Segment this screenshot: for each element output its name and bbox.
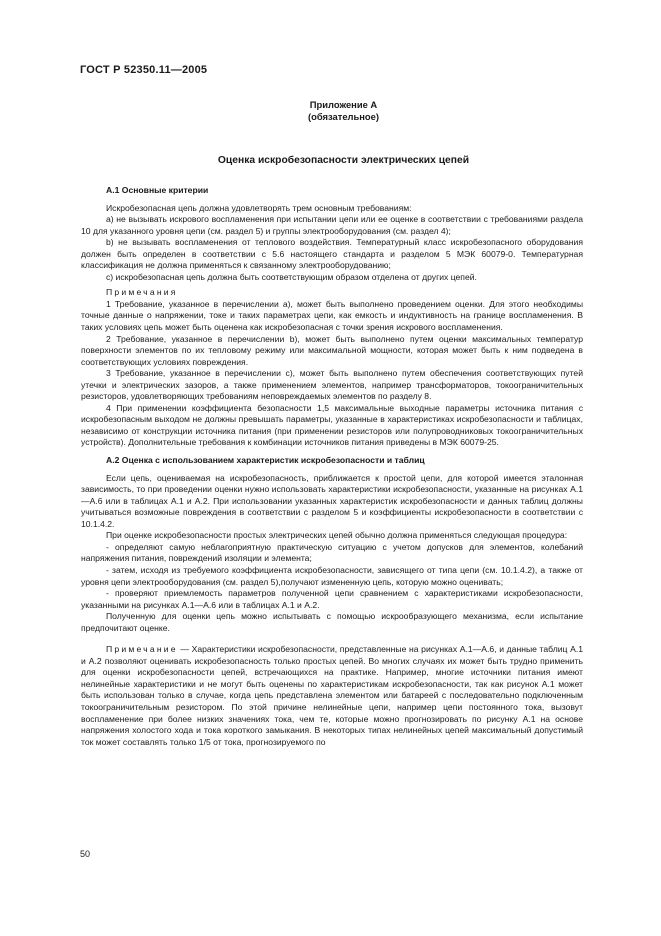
notes-label: Примечания: [106, 287, 178, 298]
note: 2 Требование, указанное в перечислении b), может быть выполнено путем оценки максимальных температур поверхности элементов по их тепловому режиму или максимальной мощности, которая может быть к ним подведена в соответствующих условиях повреждения.: [81, 333, 583, 367]
paragraph: Полученную для оценки цепь можно испытывать с помощью искрообразующего механизма, если испытание предпочитают оценке.: [81, 611, 583, 633]
list-item: а) не вызывать искрового воспламенения при испытании цепи или ее оценке в соответствии с требованиями раздела 10 для указанного уровня цепи (см. раздел 5) и группы электрооборудования (см. раздел 4);: [81, 214, 583, 236]
paragraph: Если цепь, оцениваемая на искробезопасность, приближается к простой цепи, для которой имеется эталонная зависимость, то при проведении оценки нужно использовать характеристики искробезопасности, указанные на рисунках А.1—А.6 или в таблицах А.1 и А.2. При использовании указанных характеристик искробезопасности и данных таблиц должны учитываться возможные повреждения в соответствии с разделом 5 и коэффициенты искробезопасности в соответствии с 10.1.4.2.: [81, 472, 583, 529]
page-number: 50: [80, 849, 91, 859]
annex-status: (обязательное): [308, 111, 379, 122]
list-item: с) искробезопасная цепь должна быть соответствующим образом отделена от других цепей.: [106, 271, 477, 282]
list-item: - определяют самую неблагоприятную практическую ситуацию с учетом допусков для элементов, колебаний напряжения питания, повреждений изоляции и элемента;: [81, 541, 583, 564]
note: [81, 644, 583, 748]
paragraph: При оценке искробезопасности простых электрических цепей обычно должна применяться следующая процедура:: [106, 530, 568, 541]
section-a1-heading: А.1 Основные критерии: [106, 185, 209, 195]
list-item: - затем, исходя из требуемого коэффициента искробезопасности, зависящего от типа цепи (см. 10.1.4.2), а также от уровня цепи электрооборудования (см. раздел 5),получают измененную цепь, которую можно оценивать;: [81, 564, 583, 587]
note: 1 Требование, указанное в перечислении а), может быть выполнено проведением оценки. Для этого необходимы точные данные о напряжении, токе и таких параметрах цепи, как емкость и индуктивность на границе воспламенения. В таких условиях цепь может быть оценена как искробезопасная с точки зрения искрового воспламенения.: [81, 298, 583, 333]
note: 3 Требование, указанное в перечислении с), может быть выполнено путем обеспечения соответствующих путей утечки и электрических зазоров, а также применением элементов, например трансформаторов, токоограничительных резисторов, удовлетворяющих требованиям неповреждаемых элементов по разделу 8.: [81, 368, 583, 402]
note-label: Примечание: [106, 644, 178, 655]
document-header: ГОСТ Р 52350.11—2005: [80, 64, 208, 76]
annex-title: Приложение А: [309, 99, 378, 110]
list-item: b) не вызывать воспламенения от теплового воздействия. Температурный класс искробезопасного оборудования должен быть определен в соответствии с 5.6 настоящего стандарта и разделом 5 МЭК 60079-0. Температурная классификация не должна применяться к связанному электрооборудованию;: [81, 237, 583, 271]
list-item: - проверяют приемлемость параметров полученной цепи сравнением с характеристиками искробезопасности, указанными на рисунках А.1—А.6 или в таблицах А.1 и А.2.: [81, 588, 583, 610]
paragraph: Искробезопасная цепь должна удовлетворять трем основным требованиям:: [106, 202, 412, 213]
document-body: [81, 185, 583, 748]
note: 4 При применении коэффициента безопасности 1,5 максимальные выходные параметры источника питания с искробезопасным выходом не должны превышать параметры, указанные в характеристиках искробезопасности и таблицах, независимо от конструкции источника питания (при применении резисторов или полупроводниковых токоограничительных устройств). Дополнительные требования к комбинации источников питания приведены в МЭК 60079-25.: [81, 402, 583, 448]
note-text: — Характеристики искробезопасности, представленные на рисунках А.1—А.6, и данные таблиц А.1 и А.2 позволяют оценивать искробезопасность только простых цепей. Во многих случаях их может быть трудно применить для оценки искробезопасности цепей, встречающихся на практике. Например, многие источники питания имеют нелинейные характеристики и не могут быть оценены по характеристикам искробезопасности, так как рисунок А.1 может быть использован только в случае, когда цепь представлена элементом или батареей с последовательно подключенным токоограничительным резистором. По этой причине нелинейные цепи, например цепи постоянного тока, вызовут воспламенение при более низких значениях тока, чем те, которые можно прогнозировать по рисунку А.1 на основе напряжения холостого хода и тока короткого замыкания. В некоторых типах нелинейных цепей максимальный допустимый ток может составлять только 1/5 от тока, прогнозируемого по: [81, 644, 583, 747]
page-title: Оценка искробезопасности электрических цепей: [217, 155, 470, 166]
section-a2-heading: А.2 Оценка с использованием характеристик искробезопасности и таблиц: [106, 455, 425, 466]
